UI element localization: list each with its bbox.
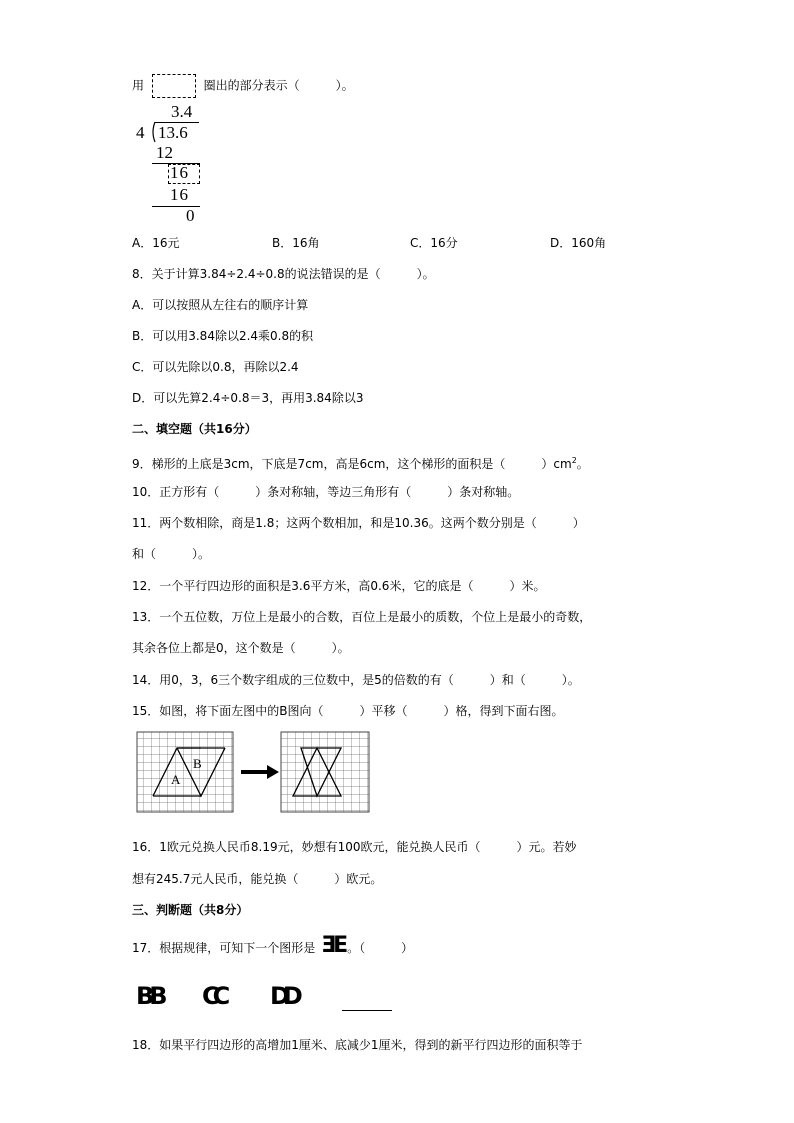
section-fill-blank-title: 二、填空题（共16分） — [132, 422, 257, 436]
q15-left-grid — [137, 732, 233, 812]
q16-line1: 16．1欧元兑换人民币8.19元，妙想有100欧元，能兑换人民币（ ）元。若妙 — [132, 840, 577, 854]
q14: 14．用0，3，6三个数字组成的三位数中，是5的倍数的有（ ）和（ ）。 — [132, 673, 580, 687]
division-quotient: 3.4 — [171, 102, 193, 121]
right-arrow-icon — [241, 765, 279, 779]
q15-right-grid — [281, 732, 369, 812]
q15-label-b: B — [193, 756, 202, 771]
q16-line2: 想有245.7元人民币，能兑换（ ）欧元。 — [132, 872, 383, 886]
q15-label-a: A — [171, 772, 181, 787]
q13-line1: 13．一个五位数，万位上是最小的合数，百位上是最小的质数，个位上是最小的奇数， — [132, 610, 592, 624]
q17-sequence-item: CC — [202, 982, 224, 1010]
q7-intro-before: 用 — [132, 78, 145, 93]
q7-intro-after: 圈出的部分表示（ ）。 — [203, 78, 354, 93]
q9-sup: 2 — [571, 456, 577, 465]
division-dividend: 13.6 — [158, 123, 188, 142]
q9-end: 。 — [576, 457, 589, 471]
q8-option-c[interactable]: C．可以先除以0.8，再除以2.4 — [132, 360, 299, 374]
q7-intro — [132, 74, 354, 98]
q15: 15．如图，将下面左图中的B图向（ ）平移（ ）格，得到下面右图。 — [132, 704, 564, 718]
section-judgement-title: 三、判断题（共8分） — [132, 903, 249, 917]
division-remainder-boxed: 16 — [170, 163, 189, 182]
q17-sequence-item: BB — [136, 982, 163, 1010]
q7-option-c[interactable]: C．16分 — [410, 236, 458, 250]
q8-option-a[interactable]: A．可以按照从左往右的顺序计算 — [132, 298, 309, 312]
division-final: 0 — [186, 206, 195, 225]
dashed-box-icon — [152, 74, 196, 98]
q7-option-b[interactable]: B．16角 — [272, 236, 320, 250]
q8-stem: 8．关于计算3.84÷2.4÷0.8的说法错误的是（ ）。 — [132, 267, 435, 281]
q11-line1: 11．两个数相除，商是1.8；这两个数相加，和是10.36。这两个数分别是（ ） — [132, 516, 585, 530]
q8-option-d[interactable]: D．可以先算2.4÷0.8＝3，再用3.84除以3 — [132, 391, 364, 405]
q17-answer-blank — [342, 1010, 392, 1011]
q8-option-b[interactable]: B．可以用3.84除以2.4乘0.8的积 — [132, 329, 314, 343]
q7-option-d[interactable]: D．160角 — [550, 236, 607, 250]
q12: 12．一个平行四边形的面积是3.6平方米，高0.6米，它的底是（ ）米。 — [132, 579, 546, 593]
q9 — [132, 453, 589, 472]
q17 — [132, 935, 413, 957]
q15-grid-figures — [135, 730, 395, 820]
q17-answer-glyph: ƎE — [321, 933, 346, 958]
division-step1: 12 — [156, 143, 173, 162]
q17-text-after: 。（ ） — [347, 941, 414, 955]
division-step2: 16 — [170, 185, 189, 204]
q13-line2: 其余各位上都是0，这个数是（ ）。 — [132, 641, 350, 655]
q10: 10．正方形有（ ）条对称轴，等边三角形有（ ）条对称轴。 — [132, 485, 520, 499]
q7-option-a[interactable]: A．16元 — [132, 236, 180, 250]
q11-line2: 和（ ）。 — [132, 547, 211, 561]
division-divisor: 4 — [136, 123, 145, 142]
q17-text-before: 17．根据规律，可知下一个图形是 — [132, 941, 316, 955]
q18-line1: 18．如果平行四边形的高增加1厘米、底减少1厘米，得到的新平行四边形的面积等于 — [132, 1038, 583, 1052]
q17-sequence-item: DD — [270, 982, 296, 1010]
q9-text: 9．梯形的上底是3cm，下底是7cm，高是6cm，这个梯形的面积是（ ）cm — [132, 457, 572, 471]
